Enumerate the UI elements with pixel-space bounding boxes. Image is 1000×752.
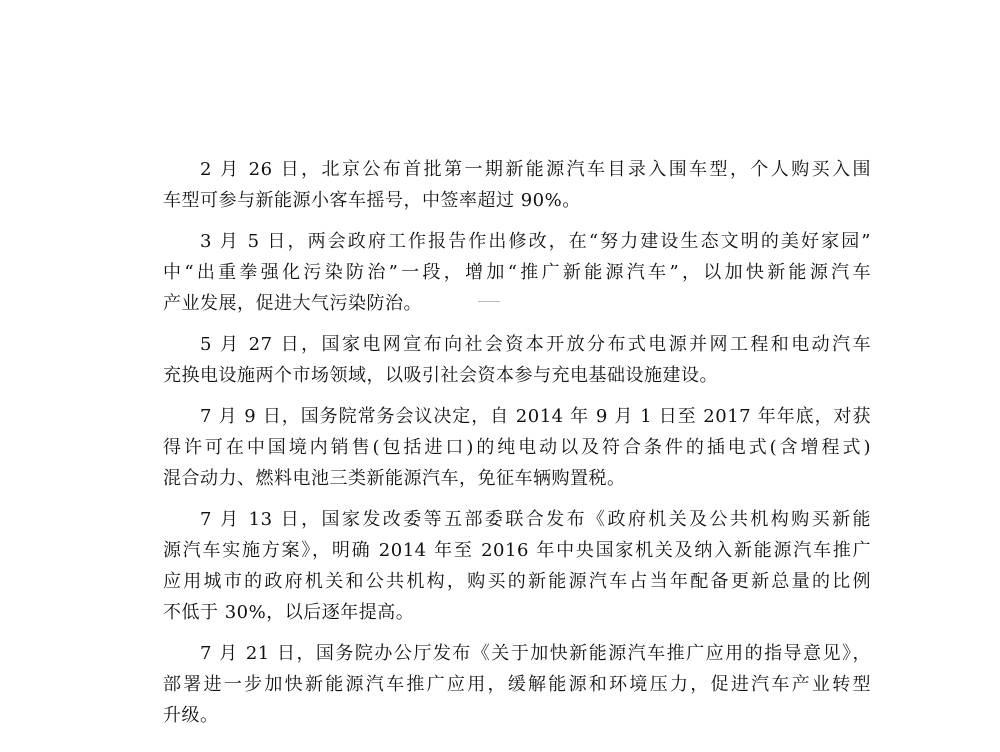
paragraph-line: 3 月 5 日，两会政府工作报告作出修改，在“努力建设生态文明的美好家园” [200, 231, 871, 252]
paragraph-line: 升级。 [163, 705, 219, 726]
scan-artifact [478, 301, 500, 302]
paragraph-line: 应用城市的政府机关和公共机构，购买的新能源汽车占当年配备更新总量的比例 [163, 571, 871, 592]
paragraph-feb-26 [163, 154, 871, 216]
document-body [163, 154, 871, 741]
paragraph-line: 得许可在中国境内销售(包括进口)的纯电动以及符合条件的插电式(含增程式) [163, 437, 871, 458]
paragraph-jul-13 [163, 504, 871, 628]
paragraph-line: 源汽车实施方案》，明确 2014 年至 2016 年中央国家机关及纳入新能源汽车推广 [163, 540, 871, 561]
paragraph-mar-5 [163, 226, 871, 319]
paragraph-line: 产业发展，促进大气污染防治。 [163, 293, 422, 314]
paragraph-line: 充换电设施两个市场领域，以吸引社会资本参与充电基础设施建设。 [163, 365, 718, 386]
paragraph-line: 7 月 13 日，国家发改委等五部委联合发布《政府机关及公共机构购买新能 [200, 509, 871, 530]
paragraph-jul-21 [163, 638, 871, 731]
paragraph-line: 部署进一步加快新能源汽车推广应用，缓解能源和环境压力，促进汽车产业转型 [163, 674, 871, 695]
paragraph-may-27 [163, 329, 871, 391]
paragraph-line: 2 月 26 日，北京公布首批第一期新能源汽车目录入围车型，个人购买入围 [200, 159, 871, 180]
paragraph-line: 不低于 30%，以后逐年提高。 [163, 602, 415, 623]
paragraph-line: 中“出重拳强化污染防治”一段，增加“推广新能源汽车”，以加快新能源汽车 [163, 262, 871, 283]
paragraph-line: 车型可参与新能源小客车摇号，中签率超过 90%。 [163, 190, 581, 211]
paragraph-line: 7 月 21 日，国务院办公厅发布《关于加快新能源汽车推广应用的指导意见》， [200, 643, 871, 664]
paragraph-line: 混合动力、燃料电池三类新能源汽车，免征车辆购置税。 [163, 468, 626, 489]
paragraph-line: 5 月 27 日，国家电网宣布向社会资本开放分布式电源并网工程和电动汽车 [200, 334, 871, 355]
paragraph-jul-9 [163, 401, 871, 494]
paragraph-line: 7 月 9 日，国务院常务会议决定，自 2014 年 9 月 1 日至 2017 年年底，对获 [200, 406, 871, 427]
